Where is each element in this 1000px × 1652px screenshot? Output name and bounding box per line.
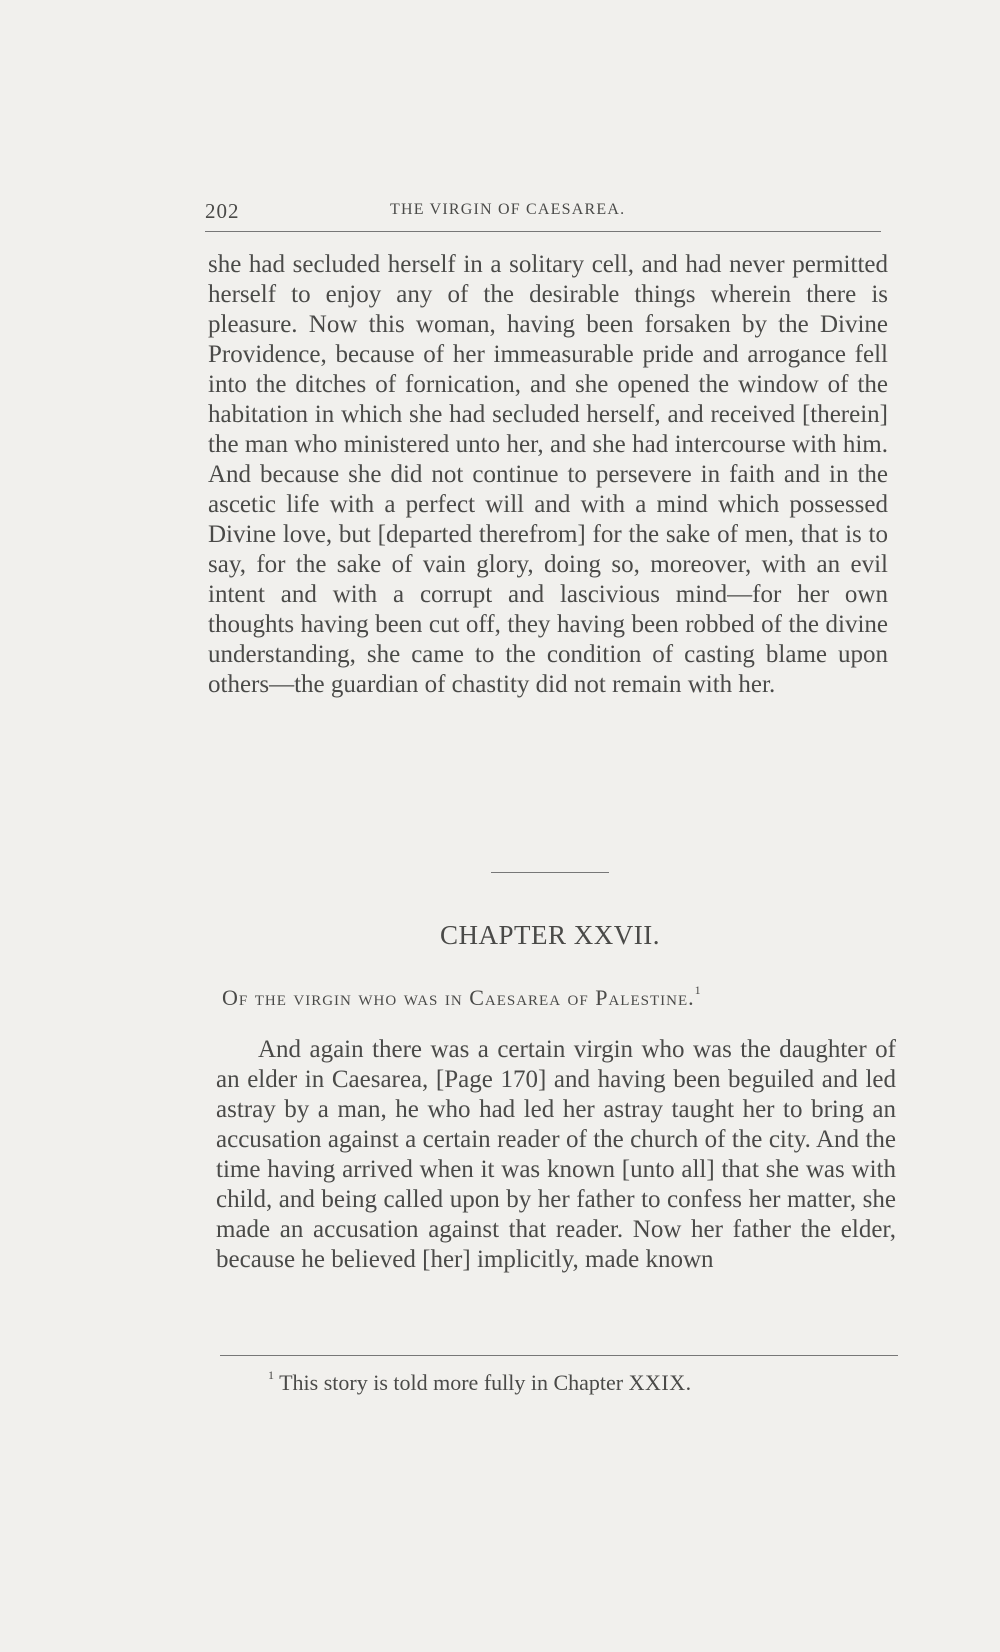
page-number: 202 <box>205 199 240 223</box>
chapter-title-text: Of the virgin who was in Caesarea of Palestine. <box>222 985 695 1010</box>
body-text <box>208 250 888 700</box>
paragraph: she had secluded herself in a solitary cell, and had never permitted herself to enjoy any of the desirable things wherein there is pleasure. Now this woman, having been forsaken by the Divine Providence, because of her immeasurable pride and arrogance fell into the ditches of fornication, and she opened the window of the habitation in which she had secluded herself, and received [therein] the man who ministered unto her, and she had intercourse with him. And because she did not continue to persevere in faith and in the ascetic life with a perfect will and with a mind which possessed Divine love, but [departed therefrom] for the sake of men, that is to say, for the sake of vain glory, doing so, moreover, with an evil intent and with a corrupt and lascivious mind—for her own thoughts having been cut off, they having been robbed of the divine understanding, she came to the condition of casting blame upon others—the guardian of chastity did not remain with her. <box>208 251 888 698</box>
chapter-title <box>222 985 902 1011</box>
paragraph: And again there was a certain virgin who was the daughter of an elder in Caesarea, [Page 170] and having been beguiled and led astray by a man, he who had led her astray taught her to bring an accusation against a certain reader of the church of the city. And the time having arrived when it was known [unto all] that she was with child, and being called upon by her father to confess her matter, she made an accusation against that reader. Now her father the elder, because he believed [her] implicitly, made known <box>216 1036 896 1273</box>
section-divider <box>491 872 609 873</box>
footnote-chapter-ref: XXIX. <box>628 1370 692 1395</box>
footnote-rule <box>220 1355 898 1356</box>
footnote-marker: 1 <box>694 983 702 997</box>
footnote-number: 1 <box>268 1368 274 1382</box>
running-head: THE VIRGIN OF CAESAREA. <box>390 201 626 218</box>
header-rule <box>205 231 881 232</box>
page-header <box>205 195 881 225</box>
chapter-heading: CHAPTER XXVII. <box>440 920 660 950</box>
chapter-body-text <box>216 1035 896 1275</box>
footnote-text: This story is told more fully in Chapter <box>279 1370 624 1395</box>
footnote <box>268 1370 692 1396</box>
